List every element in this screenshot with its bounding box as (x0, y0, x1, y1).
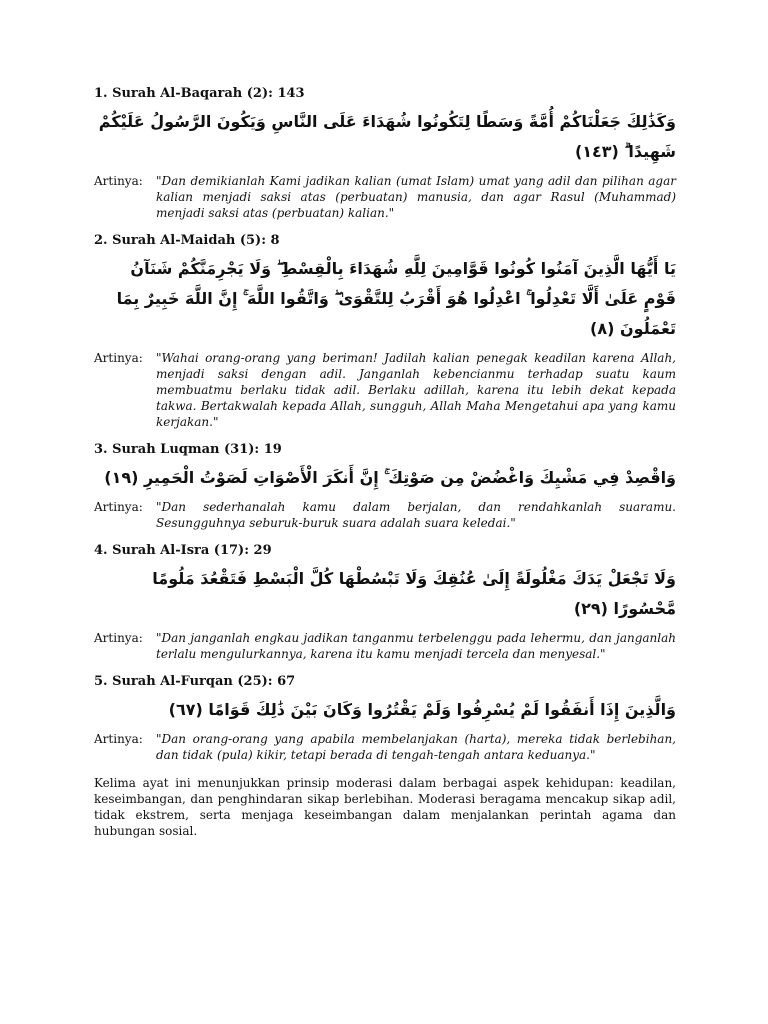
section-heading: 1. Surah Al-Baqarah (2): 143 (94, 86, 305, 101)
arabic-verse: وَلَا تَجْعَلْ يَدَكَ مَغْلُولَةً إِلَىٰ عُنُقِكَ وَلَا تَبْسُطْهَا كُلَّ الْبَسْطِ فَتَقْعُدَ مَلُومًا مَّحْسُورًا (٢٩) (152, 569, 676, 618)
translation-text: "Dan orang-orang yang apabila membelanjakan (harta), mereka tidak berlebihan, dan tidak (pula) kikir, tetapi berada di tengah-tengah antara keduanya." (156, 732, 676, 762)
translation-label: Artinya: (94, 500, 143, 514)
arabic-verse: يَا أَيُّهَا الَّذِينَ آمَنُوا كُونُوا قَوَّامِينَ لِلَّهِ شُهَدَاءَ بِالْقِسْطِ ۖ وَلَا يَجْرِمَنَّكُمْ شَنَآنُ قَوْمٍ عَلَىٰ أَلَّا تَعْدِلُوا ۚ اعْدِلُوا هُوَ أَقْرَبُ لِلتَّقْوَىٰ ۖ وَاتَّقُوا اللَّهَ ۚ إِنَّ اللَّهَ خَبِيرٌ بِمَا تَعْمَلُونَ (٨) (116, 259, 676, 338)
arabic-verse: وَاقْصِدْ فِي مَشْيِكَ وَاغْضُضْ مِن صَوْتِكَ ۚ إِنَّ أَنكَرَ الْأَصْوَاتِ لَصَوْتُ الْحَمِيرِ (١٩) (104, 468, 676, 487)
translation-text: "Dan janganlah engkau jadikan tanganmu terbelenggu pada lehermu, dan janganlah terlalu mengulurkannya, karena itu kamu menjadi tercela dan menyesal." (156, 631, 676, 661)
arabic-verse: وَكَذَٰلِكَ جَعَلْنَاكُمْ أُمَّةً وَسَطًا لِتَكُونُوا شُهَدَاءَ عَلَى النَّاسِ وَيَكُونَ الرَّسُولُ عَلَيْكُمْ شَهِيدًا ۗ (١٤٣) (98, 112, 676, 161)
translation (94, 731, 676, 763)
translation (94, 499, 676, 531)
translation-label: Artinya: (94, 174, 143, 188)
conclusion-paragraph: Kelima ayat ini menunjukkan prinsip moderasi dalam berbagai aspek kehidupan: keadilan, keseimbangan, dan penghindaran sikap berlebihan. Moderasi beragama mencakup sikap adil, tidak ekstrem, serta menjaga keseimbangan dalam menjalankan perintah agama dan hubungan sosial. (94, 776, 676, 838)
section-al-maidah (94, 233, 676, 430)
translation-label: Artinya: (94, 732, 143, 746)
translation-text: "Wahai orang-orang yang beriman! Jadilah kalian penegak keadilan karena Allah, menjadi saksi dengan adil. Janganlah kebencianmu terhadap suatu kaum membuatmu berlaku tidak adil. Berlaku adillah, karena itu lebih dekat kepada takwa. Bertakwalah kepada Allah, sungguh, Allah Maha Mengetahui apa yang kamu kerjakan." (156, 351, 676, 429)
translation (94, 630, 676, 662)
translation-text: "Dan sederhanalah kamu dalam berjalan, dan rendahkanlah suaramu. Sesungguhnya seburuk-buruk suara adalah suara keledai." (156, 500, 676, 530)
translation (94, 173, 676, 221)
section-heading: 4. Surah Al-Isra (17): 29 (94, 543, 272, 558)
section-heading: 5. Surah Al-Furqan (25): 67 (94, 674, 296, 689)
document-page (94, 86, 676, 839)
translation-text: "Dan demikianlah Kami jadikan kalian (umat Islam) umat yang adil dan pilihan agar kalian menjadi saksi atas (perbuatan) manusia, dan agar Rasul (Muhammad) menjadi saksi atas (perbuatan) kalian." (156, 174, 676, 220)
translation-label: Artinya: (94, 351, 143, 365)
section-al-baqarah (94, 86, 676, 221)
section-al-isra (94, 543, 676, 662)
section-luqman (94, 442, 676, 531)
section-heading: 2. Surah Al-Maidah (5): 8 (94, 233, 280, 248)
section-al-furqan (94, 674, 676, 763)
section-heading: 3. Surah Luqman (31): 19 (94, 442, 282, 457)
translation (94, 350, 676, 430)
arabic-verse: وَالَّذِينَ إِذَا أَنفَقُوا لَمْ يُسْرِفُوا وَلَمْ يَقْتُرُوا وَكَانَ بَيْنَ ذَٰلِكَ قَوَامًا (٦٧) (168, 700, 676, 719)
translation-label: Artinya: (94, 631, 143, 645)
